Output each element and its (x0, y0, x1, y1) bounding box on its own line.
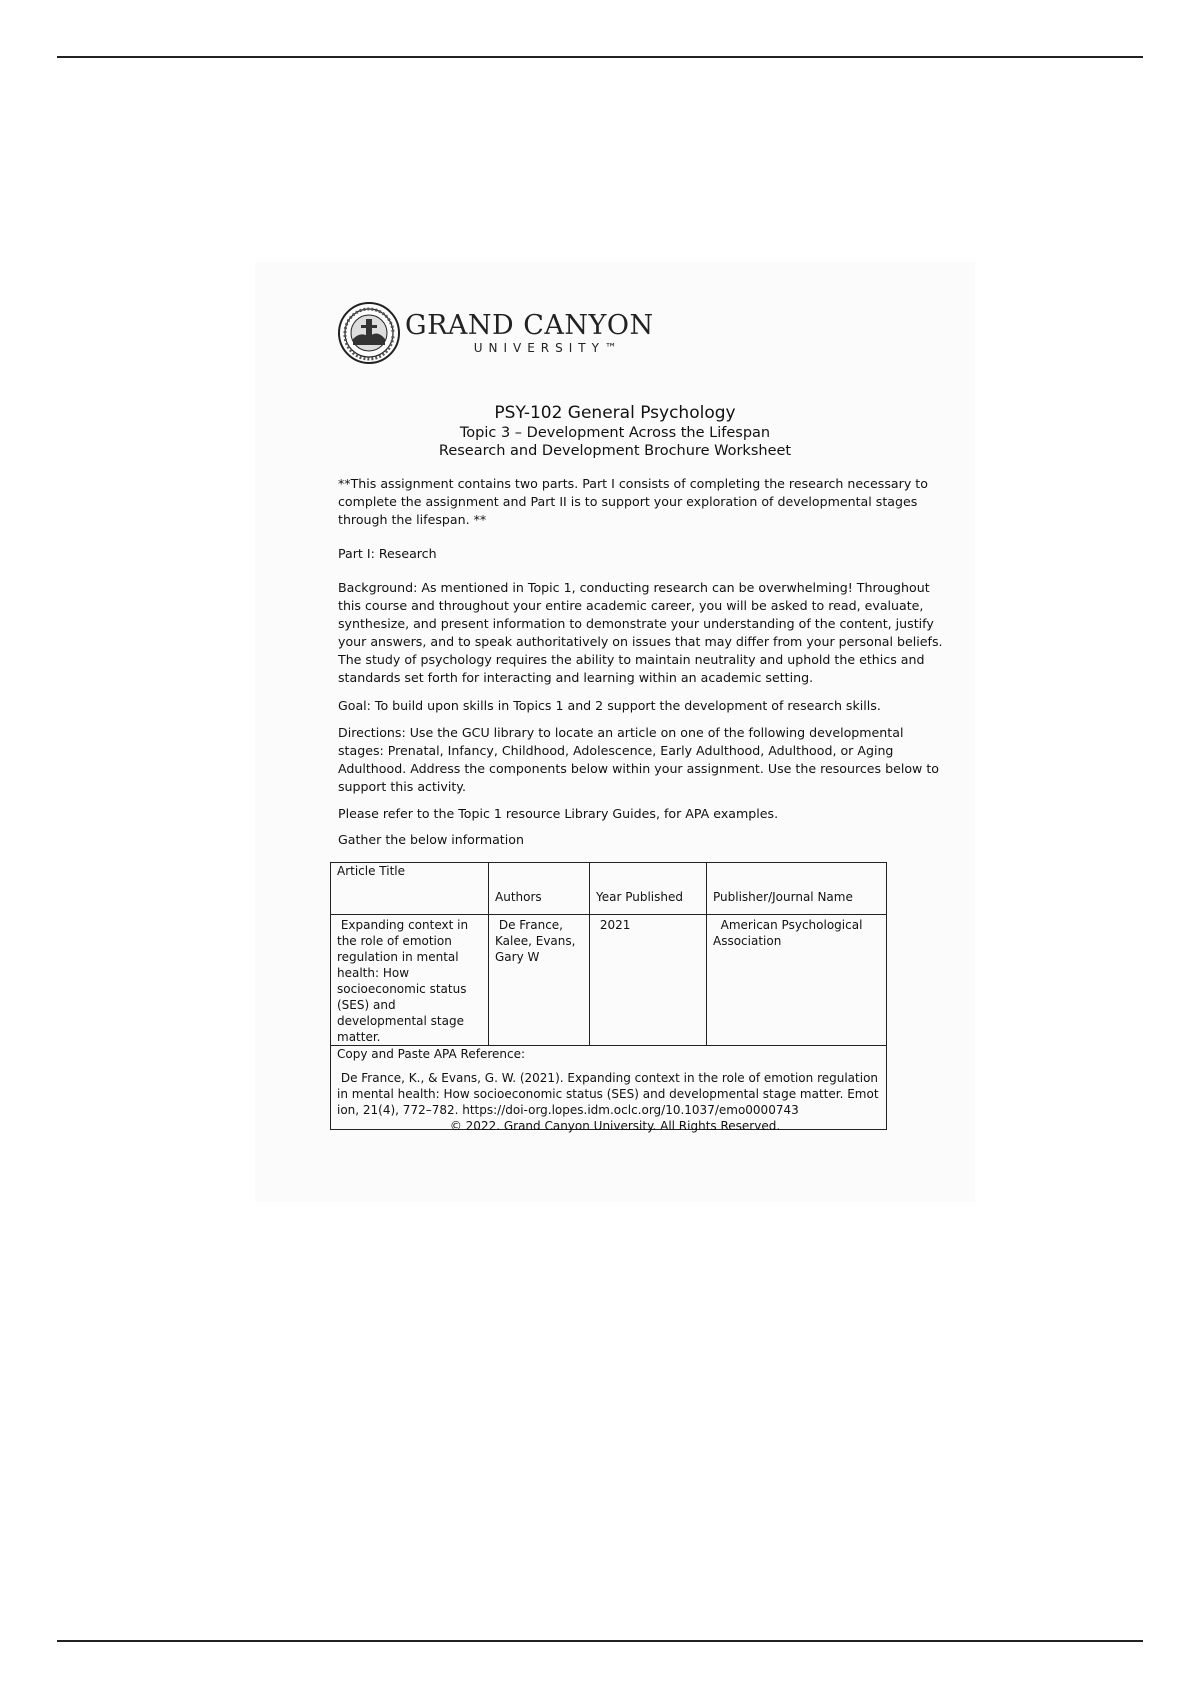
goal-paragraph: Goal: To build upon skills in Topics 1 and 2 support the development of research skills. (338, 698, 881, 713)
cell-article-title: Expanding context in the role of emotion regulation in mental health: How socioeconomic status (SES) and developmental stage matter. (331, 915, 489, 1046)
table-header-row (331, 863, 887, 915)
document-page (255, 262, 975, 1202)
directions-paragraph: Directions: Use the GCU library to locate an article on one of the following developmental stages: Prenatal, Infancy, Childhood, Adolescence, Early Adulthood, Adulthood, or Aging Adulthood. Address the components below within your assignment. Use the resources below to support this activity. (338, 725, 939, 794)
article-info-table (330, 862, 887, 1130)
copyright-footer: © 2022. Grand Canyon University. All Rights Reserved. (449, 1119, 781, 1133)
topic-title: Topic 3 – Development Across the Lifespan (459, 425, 771, 441)
document-header (255, 402, 975, 460)
logo-name: GRAND CANYON (405, 310, 654, 341)
worksheet-title: Research and Development Brochure Worksheet (438, 443, 792, 459)
logo-subtitle: UNIVERSITY™ (473, 341, 623, 355)
top-rule (57, 56, 1143, 58)
gather-label: Gather the below information (338, 832, 524, 847)
course-title: PSY-102 General Psychology (494, 403, 736, 423)
reference-cell (331, 1046, 887, 1130)
reference-row (331, 1046, 887, 1130)
header-article-title: Article Title (331, 863, 489, 915)
reference-label: Copy and Paste APA Reference: (337, 1047, 526, 1061)
header-year-published: Year Published (590, 863, 707, 915)
table-row (331, 915, 887, 1046)
part-heading: Part I: Research (338, 546, 437, 561)
bottom-rule (57, 1640, 1143, 1642)
reference-text: De France, K., & Evans, G. W. (2021). Expanding context in the role of emotion regulation in mental health: How socioeconomic status (SES) and developmental stage matter. Emotion, 21(4), 772–782. https://doi-org.lopes.idm.oclc.org/10.1037/emo0000743 (337, 1071, 882, 1117)
header-authors: Authors (489, 863, 590, 915)
cell-authors: De France, Kalee, Evans, Gary W (489, 915, 590, 1046)
cell-year: 2021 (590, 915, 707, 1046)
university-logo (337, 298, 654, 368)
university-seal-icon (337, 301, 401, 365)
header-publisher: Publisher/Journal Name (707, 863, 887, 915)
cell-publisher: American Psychological Association (707, 915, 887, 1046)
refer-paragraph: Please refer to the Topic 1 resource Library Guides, for APA examples. (338, 806, 779, 821)
background-paragraph: Background: As mentioned in Topic 1, conducting research can be overwhelming! Throughout this course and throughout your entire academic career, you will be asked to read, evaluate, synthesize, and present information to demonstrate your understanding of the content, justify your answers, and to speak authoritatively on issues that may differ from your personal beliefs. The study of psychology requires the ability to maintain neutrality and uphold the ethics and standards set forth for interacting and learning within an academic setting. (338, 580, 943, 685)
intro-paragraph: **This assignment contains two parts. Part I consists of completing the research necessary to complete the assignment and Part II is to support your exploration of developmental stages through the lifespan. ** (338, 476, 928, 527)
